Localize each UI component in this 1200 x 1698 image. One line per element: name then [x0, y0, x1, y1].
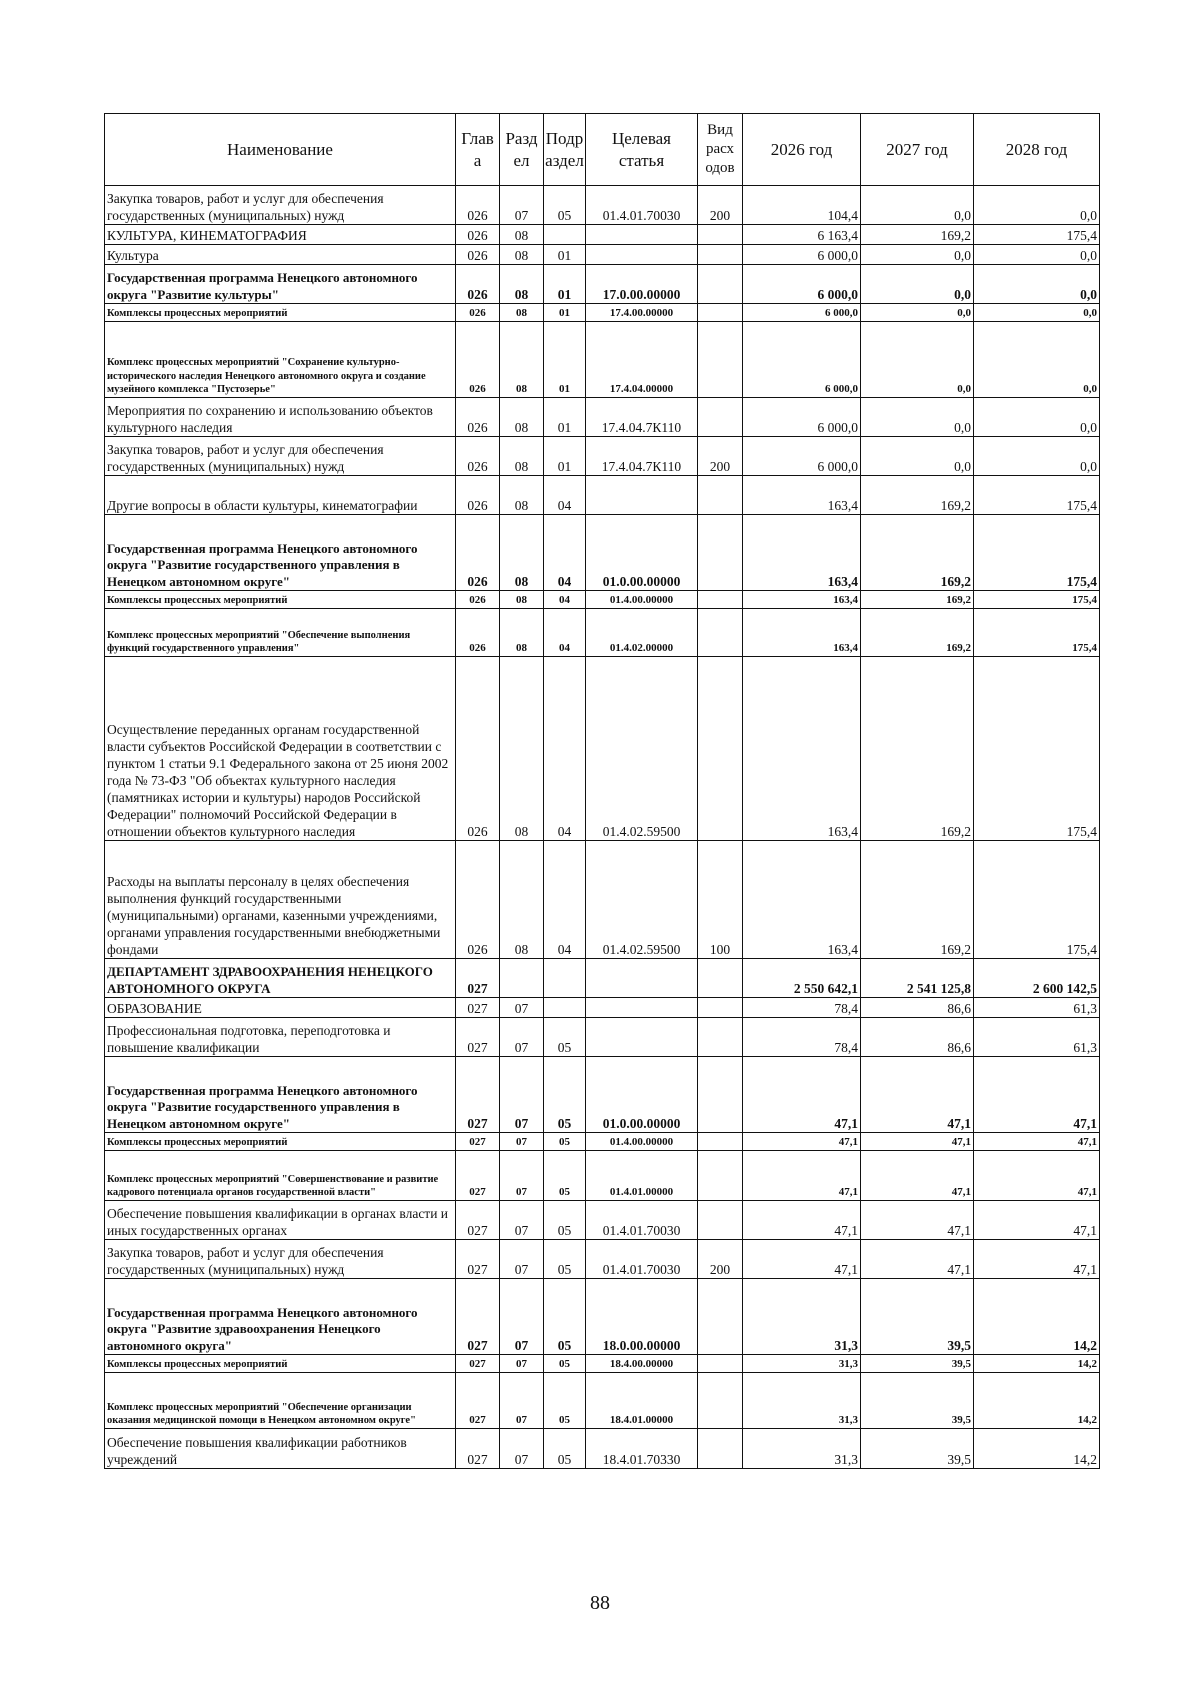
cell-name: Обеспечение повышения квалификации в органах власти и иных государственных органах — [105, 1201, 456, 1240]
cell-name: Государственная программа Ненецкого автономного округа "Развитие государственного управления в Ненецком автономном округе" — [105, 1057, 456, 1133]
cell-vid — [698, 591, 743, 609]
table-row — [105, 265, 1100, 304]
cell-razdel: 08 — [500, 609, 544, 657]
cell-podrazdel: 05 — [544, 1151, 586, 1201]
cell-vid — [698, 398, 743, 437]
cell-name: Государственная программа Ненецкого автономного округа "Развитие здравоохранения Ненецкого автономного округа" — [105, 1279, 456, 1355]
cell-vid — [698, 322, 743, 398]
table-row — [105, 657, 1100, 841]
cell-razdel: 08 — [500, 245, 544, 265]
cell-y2026: 47,1 — [743, 1201, 861, 1240]
cell-target: 18.4.01.70330 — [586, 1429, 698, 1469]
table-row — [105, 591, 1100, 609]
cell-name: Профессиональная подготовка, переподготовка и повышение квалификации — [105, 1018, 456, 1057]
cell-y2027: 169,2 — [861, 591, 974, 609]
table-row — [105, 476, 1100, 515]
cell-y2028: 0,0 — [974, 398, 1100, 437]
cell-glava: 027 — [456, 1133, 500, 1151]
cell-y2028: 61,3 — [974, 1018, 1100, 1057]
cell-y2026: 6 000,0 — [743, 322, 861, 398]
cell-target: 01.4.01.70030 — [586, 186, 698, 225]
cell-vid — [698, 959, 743, 998]
table-body — [105, 186, 1100, 1469]
cell-target: 01.4.00.00000 — [586, 1133, 698, 1151]
cell-target — [586, 225, 698, 245]
cell-podrazdel: 01 — [544, 322, 586, 398]
cell-target — [586, 245, 698, 265]
cell-y2027: 169,2 — [861, 515, 974, 591]
cell-razdel: 07 — [500, 1133, 544, 1151]
cell-name: ОБРАЗОВАНИЕ — [105, 998, 456, 1018]
cell-razdel: 07 — [500, 1018, 544, 1057]
cell-razdel: 08 — [500, 398, 544, 437]
cell-y2027: 169,2 — [861, 476, 974, 515]
cell-glava: 026 — [456, 437, 500, 476]
table-row — [105, 1240, 1100, 1279]
cell-podrazdel: 05 — [544, 1279, 586, 1355]
cell-name: Комплекс процессных мероприятий "Обеспечение выполнения функций государственного управления" — [105, 609, 456, 657]
table-row — [105, 398, 1100, 437]
cell-y2027: 86,6 — [861, 998, 974, 1018]
table-row — [105, 1151, 1100, 1201]
cell-vid — [698, 1133, 743, 1151]
cell-razdel: 08 — [500, 657, 544, 841]
cell-glava: 027 — [456, 1018, 500, 1057]
cell-razdel: 08 — [500, 515, 544, 591]
cell-target: 01.4.00.00000 — [586, 591, 698, 609]
cell-y2028: 0,0 — [974, 265, 1100, 304]
cell-target — [586, 1018, 698, 1057]
cell-y2027: 169,2 — [861, 609, 974, 657]
cell-y2028: 0,0 — [974, 186, 1100, 225]
cell-y2028: 47,1 — [974, 1133, 1100, 1151]
cell-y2026: 163,4 — [743, 515, 861, 591]
cell-podrazdel: 05 — [544, 1355, 586, 1373]
table-row — [105, 1018, 1100, 1057]
cell-podrazdel: 04 — [544, 591, 586, 609]
cell-razdel: 07 — [500, 1355, 544, 1373]
header-2026: 2026 год — [743, 114, 861, 186]
cell-name: Комплексы процессных мероприятий — [105, 1133, 456, 1151]
cell-y2026: 163,4 — [743, 476, 861, 515]
cell-name: Комплексы процессных мероприятий — [105, 1355, 456, 1373]
cell-target: 17.4.04.7К110 — [586, 437, 698, 476]
cell-glava: 026 — [456, 186, 500, 225]
cell-glava: 027 — [456, 1057, 500, 1133]
cell-y2026: 6 000,0 — [743, 437, 861, 476]
cell-glava: 027 — [456, 1355, 500, 1373]
table-row — [105, 1133, 1100, 1151]
header-vid: Вид расх одов — [698, 114, 743, 186]
cell-y2028: 14,2 — [974, 1429, 1100, 1469]
cell-y2026: 47,1 — [743, 1133, 861, 1151]
cell-glava: 026 — [456, 225, 500, 245]
table-row — [105, 1429, 1100, 1469]
cell-glava: 026 — [456, 322, 500, 398]
cell-razdel: 08 — [500, 265, 544, 304]
cell-name: Государственная программа Ненецкого автономного округа "Развитие государственного управления в Ненецком автономном округе" — [105, 515, 456, 591]
cell-vid — [698, 1279, 743, 1355]
cell-y2026: 78,4 — [743, 998, 861, 1018]
cell-y2026: 47,1 — [743, 1240, 861, 1279]
cell-y2028: 175,4 — [974, 657, 1100, 841]
cell-y2028: 47,1 — [974, 1057, 1100, 1133]
cell-podrazdel: 05 — [544, 1201, 586, 1240]
cell-y2026: 6 163,4 — [743, 225, 861, 245]
cell-target: 17.4.04.00000 — [586, 322, 698, 398]
cell-vid — [698, 1151, 743, 1201]
cell-razdel: 07 — [500, 998, 544, 1018]
cell-y2028: 47,1 — [974, 1151, 1100, 1201]
cell-glava: 027 — [456, 1151, 500, 1201]
cell-name: Комплексы процессных мероприятий — [105, 304, 456, 322]
table-row — [105, 245, 1100, 265]
cell-razdel: 08 — [500, 476, 544, 515]
cell-y2026: 6 000,0 — [743, 245, 861, 265]
cell-glava: 026 — [456, 245, 500, 265]
cell-y2026: 78,4 — [743, 1018, 861, 1057]
cell-y2028: 175,4 — [974, 591, 1100, 609]
cell-glava: 026 — [456, 609, 500, 657]
cell-y2028: 0,0 — [974, 304, 1100, 322]
cell-y2027: 39,5 — [861, 1355, 974, 1373]
cell-name: Осуществление переданных органам государственной власти субъектов Российской Федерации в соответствии с пунктом 1 статьи 9.1 Федерального закона от 25 июня 2002 года № 73-ФЗ "Об объектах культурного наследия (памятниках истории и культуры) народов Российской Федерации" полномочий Российской Федерации в отношении объектов культурного наследия — [105, 657, 456, 841]
cell-target: 17.0.00.00000 — [586, 265, 698, 304]
cell-y2027: 0,0 — [861, 186, 974, 225]
cell-y2027: 47,1 — [861, 1201, 974, 1240]
cell-y2027: 47,1 — [861, 1151, 974, 1201]
cell-y2027: 47,1 — [861, 1240, 974, 1279]
cell-podrazdel: 04 — [544, 609, 586, 657]
cell-glava: 026 — [456, 398, 500, 437]
cell-vid: 100 — [698, 841, 743, 959]
cell-vid — [698, 1018, 743, 1057]
cell-name: Обеспечение повышения квалификации работников учреждений — [105, 1429, 456, 1469]
cell-name: Закупка товаров, работ и услуг для обеспечения государственных (муниципальных) нужд — [105, 437, 456, 476]
cell-y2027: 86,6 — [861, 1018, 974, 1057]
cell-podrazdel: 05 — [544, 1133, 586, 1151]
cell-name: ДЕПАРТАМЕНТ ЗДРАВООХРАНЕНИЯ НЕНЕЦКОГО АВТОНОМНОГО ОКРУГА — [105, 959, 456, 998]
cell-podrazdel: 05 — [544, 1240, 586, 1279]
cell-y2028: 175,4 — [974, 841, 1100, 959]
table-row — [105, 1201, 1100, 1240]
cell-vid — [698, 476, 743, 515]
cell-y2028: 175,4 — [974, 225, 1100, 245]
cell-y2028: 14,2 — [974, 1373, 1100, 1429]
cell-glava: 027 — [456, 998, 500, 1018]
cell-vid — [698, 245, 743, 265]
cell-glava: 027 — [456, 1373, 500, 1429]
cell-glava: 026 — [456, 657, 500, 841]
cell-glava: 027 — [456, 1201, 500, 1240]
cell-vid — [698, 515, 743, 591]
cell-y2028: 14,2 — [974, 1279, 1100, 1355]
cell-podrazdel: 01 — [544, 398, 586, 437]
cell-y2028: 61,3 — [974, 998, 1100, 1018]
cell-y2028: 14,2 — [974, 1355, 1100, 1373]
cell-razdel: 07 — [500, 1201, 544, 1240]
cell-y2027: 0,0 — [861, 437, 974, 476]
cell-podrazdel: 05 — [544, 186, 586, 225]
cell-y2027: 0,0 — [861, 322, 974, 398]
cell-y2028: 47,1 — [974, 1240, 1100, 1279]
cell-vid — [698, 1057, 743, 1133]
cell-name: Другие вопросы в области культуры, кинематографии — [105, 476, 456, 515]
cell-y2026: 163,4 — [743, 591, 861, 609]
header-target: Целевая статья — [586, 114, 698, 186]
cell-y2027: 169,2 — [861, 225, 974, 245]
cell-podrazdel: 04 — [544, 476, 586, 515]
cell-y2027: 2 541 125,8 — [861, 959, 974, 998]
cell-podrazdel: 01 — [544, 304, 586, 322]
cell-y2027: 169,2 — [861, 841, 974, 959]
cell-y2027: 0,0 — [861, 245, 974, 265]
cell-name: КУЛЬТУРА, КИНЕМАТОГРАФИЯ — [105, 225, 456, 245]
cell-target: 01.0.00.00000 — [586, 1057, 698, 1133]
table-row — [105, 959, 1100, 998]
cell-y2027: 39,5 — [861, 1373, 974, 1429]
cell-y2026: 47,1 — [743, 1151, 861, 1201]
cell-name: Комплекс процессных мероприятий "Обеспечение организации оказания медицинской помощи в Ненецком автономном округе" — [105, 1373, 456, 1429]
table-row — [105, 609, 1100, 657]
cell-vid — [698, 998, 743, 1018]
cell-name: Культура — [105, 245, 456, 265]
cell-target: 01.0.00.00000 — [586, 515, 698, 591]
cell-target: 18.4.00.00000 — [586, 1355, 698, 1373]
cell-podrazdel — [544, 225, 586, 245]
cell-y2028: 175,4 — [974, 515, 1100, 591]
cell-y2026: 6 000,0 — [743, 304, 861, 322]
table-row — [105, 1355, 1100, 1373]
cell-glava: 027 — [456, 1429, 500, 1469]
cell-target: 01.4.01.70030 — [586, 1240, 698, 1279]
cell-podrazdel: 05 — [544, 1018, 586, 1057]
cell-target: 01.4.02.00000 — [586, 609, 698, 657]
cell-podrazdel: 01 — [544, 245, 586, 265]
cell-y2027: 0,0 — [861, 265, 974, 304]
header-name: Наименование — [105, 114, 456, 186]
cell-y2028: 0,0 — [974, 322, 1100, 398]
cell-name: Комплекс процессных мероприятий "Сохранение культурно-исторического наследия Ненецкого автономного округа и создание музейного комплекса "Пустозерье" — [105, 322, 456, 398]
cell-razdel: 08 — [500, 841, 544, 959]
cell-podrazdel: 05 — [544, 1057, 586, 1133]
cell-target: 18.4.01.00000 — [586, 1373, 698, 1429]
table-row — [105, 437, 1100, 476]
cell-y2028: 0,0 — [974, 245, 1100, 265]
cell-razdel: 07 — [500, 186, 544, 225]
header-razdel: Разд ел — [500, 114, 544, 186]
cell-target: 17.4.00.00000 — [586, 304, 698, 322]
table-row — [105, 1057, 1100, 1133]
cell-y2026: 2 550 642,1 — [743, 959, 861, 998]
cell-razdel: 08 — [500, 591, 544, 609]
cell-target: 01.4.02.59500 — [586, 657, 698, 841]
cell-y2027: 47,1 — [861, 1133, 974, 1151]
table-row — [105, 515, 1100, 591]
cell-y2028: 47,1 — [974, 1201, 1100, 1240]
cell-razdel: 07 — [500, 1057, 544, 1133]
table-row — [105, 322, 1100, 398]
cell-razdel: 08 — [500, 322, 544, 398]
cell-y2027: 39,5 — [861, 1429, 974, 1469]
cell-y2027: 169,2 — [861, 657, 974, 841]
cell-vid — [698, 657, 743, 841]
cell-y2027: 0,0 — [861, 398, 974, 437]
cell-y2027: 39,5 — [861, 1279, 974, 1355]
cell-y2026: 6 000,0 — [743, 265, 861, 304]
cell-y2026: 6 000,0 — [743, 398, 861, 437]
cell-y2028: 175,4 — [974, 609, 1100, 657]
cell-target: 17.4.04.7К110 — [586, 398, 698, 437]
cell-y2026: 163,4 — [743, 841, 861, 959]
cell-target: 01.4.01.70030 — [586, 1201, 698, 1240]
cell-razdel: 07 — [500, 1240, 544, 1279]
cell-y2028: 175,4 — [974, 476, 1100, 515]
cell-podrazdel: 04 — [544, 657, 586, 841]
cell-y2028: 0,0 — [974, 437, 1100, 476]
cell-podrazdel: 05 — [544, 1429, 586, 1469]
cell-glava: 027 — [456, 1240, 500, 1279]
budget-table — [104, 113, 1100, 1469]
cell-target — [586, 959, 698, 998]
cell-name: Закупка товаров, работ и услуг для обеспечения государственных (муниципальных) нужд — [105, 186, 456, 225]
cell-vid — [698, 1201, 743, 1240]
cell-vid — [698, 265, 743, 304]
cell-y2028: 2 600 142,5 — [974, 959, 1100, 998]
cell-glava: 026 — [456, 515, 500, 591]
table-row — [105, 1373, 1100, 1429]
cell-target: 18.0.00.00000 — [586, 1279, 698, 1355]
cell-y2026: 31,3 — [743, 1373, 861, 1429]
table-row — [105, 998, 1100, 1018]
cell-razdel: 08 — [500, 304, 544, 322]
cell-vid — [698, 1429, 743, 1469]
table-row — [105, 225, 1100, 245]
cell-vid: 200 — [698, 1240, 743, 1279]
cell-y2026: 31,3 — [743, 1355, 861, 1373]
cell-podrazdel — [544, 959, 586, 998]
header-podrazdel: Подр аздел — [544, 114, 586, 186]
cell-target: 01.4.02.59500 — [586, 841, 698, 959]
cell-vid: 200 — [698, 437, 743, 476]
cell-name: Закупка товаров, работ и услуг для обеспечения государственных (муниципальных) нужд — [105, 1240, 456, 1279]
cell-y2026: 31,3 — [743, 1279, 861, 1355]
cell-vid: 200 — [698, 186, 743, 225]
table-row — [105, 841, 1100, 959]
cell-podrazdel: 05 — [544, 1373, 586, 1429]
cell-razdel: 07 — [500, 1151, 544, 1201]
cell-name: Расходы на выплаты персоналу в целях обеспечения выполнения функций государственными (муниципальными) органами, казенными учреждениями, органами управления государственными внебюджетными фондами — [105, 841, 456, 959]
cell-podrazdel: 04 — [544, 841, 586, 959]
cell-glava: 027 — [456, 959, 500, 998]
header-glava: Глав а — [456, 114, 500, 186]
cell-podrazdel: 04 — [544, 515, 586, 591]
cell-vid — [698, 304, 743, 322]
cell-vid — [698, 609, 743, 657]
cell-glava: 026 — [456, 841, 500, 959]
cell-y2026: 104,4 — [743, 186, 861, 225]
cell-y2027: 0,0 — [861, 304, 974, 322]
cell-vid — [698, 225, 743, 245]
cell-podrazdel — [544, 998, 586, 1018]
table-row — [105, 1279, 1100, 1355]
cell-target — [586, 476, 698, 515]
cell-vid — [698, 1373, 743, 1429]
cell-glava: 026 — [456, 591, 500, 609]
cell-vid — [698, 1355, 743, 1373]
cell-y2027: 47,1 — [861, 1057, 974, 1133]
header-2028: 2028 год — [974, 114, 1100, 186]
cell-name: Государственная программа Ненецкого автономного округа "Развитие культуры" — [105, 265, 456, 304]
cell-glava: 026 — [456, 304, 500, 322]
cell-razdel: 08 — [500, 225, 544, 245]
cell-target: 01.4.01.00000 — [586, 1151, 698, 1201]
cell-razdel — [500, 959, 544, 998]
cell-name: Комплекс процессных мероприятий "Совершенствование и развитие кадрового потенциала органов государственной власти" — [105, 1151, 456, 1201]
cell-target — [586, 998, 698, 1018]
cell-razdel: 07 — [500, 1373, 544, 1429]
cell-razdel: 07 — [500, 1279, 544, 1355]
cell-y2026: 163,4 — [743, 609, 861, 657]
cell-podrazdel: 01 — [544, 265, 586, 304]
cell-name: Комплексы процессных мероприятий — [105, 591, 456, 609]
cell-podrazdel: 01 — [544, 437, 586, 476]
header-2027: 2027 год — [861, 114, 974, 186]
cell-razdel: 07 — [500, 1429, 544, 1469]
cell-glava: 026 — [456, 476, 500, 515]
table-header-row — [105, 114, 1100, 186]
cell-razdel: 08 — [500, 437, 544, 476]
cell-y2026: 163,4 — [743, 657, 861, 841]
cell-name: Мероприятия по сохранению и использованию объектов культурного наследия — [105, 398, 456, 437]
table-row — [105, 304, 1100, 322]
table-row — [105, 186, 1100, 225]
cell-glava: 027 — [456, 1279, 500, 1355]
cell-y2026: 47,1 — [743, 1057, 861, 1133]
cell-glava: 026 — [456, 265, 500, 304]
cell-y2026: 31,3 — [743, 1429, 861, 1469]
page-number: 88 — [590, 1592, 610, 1614]
